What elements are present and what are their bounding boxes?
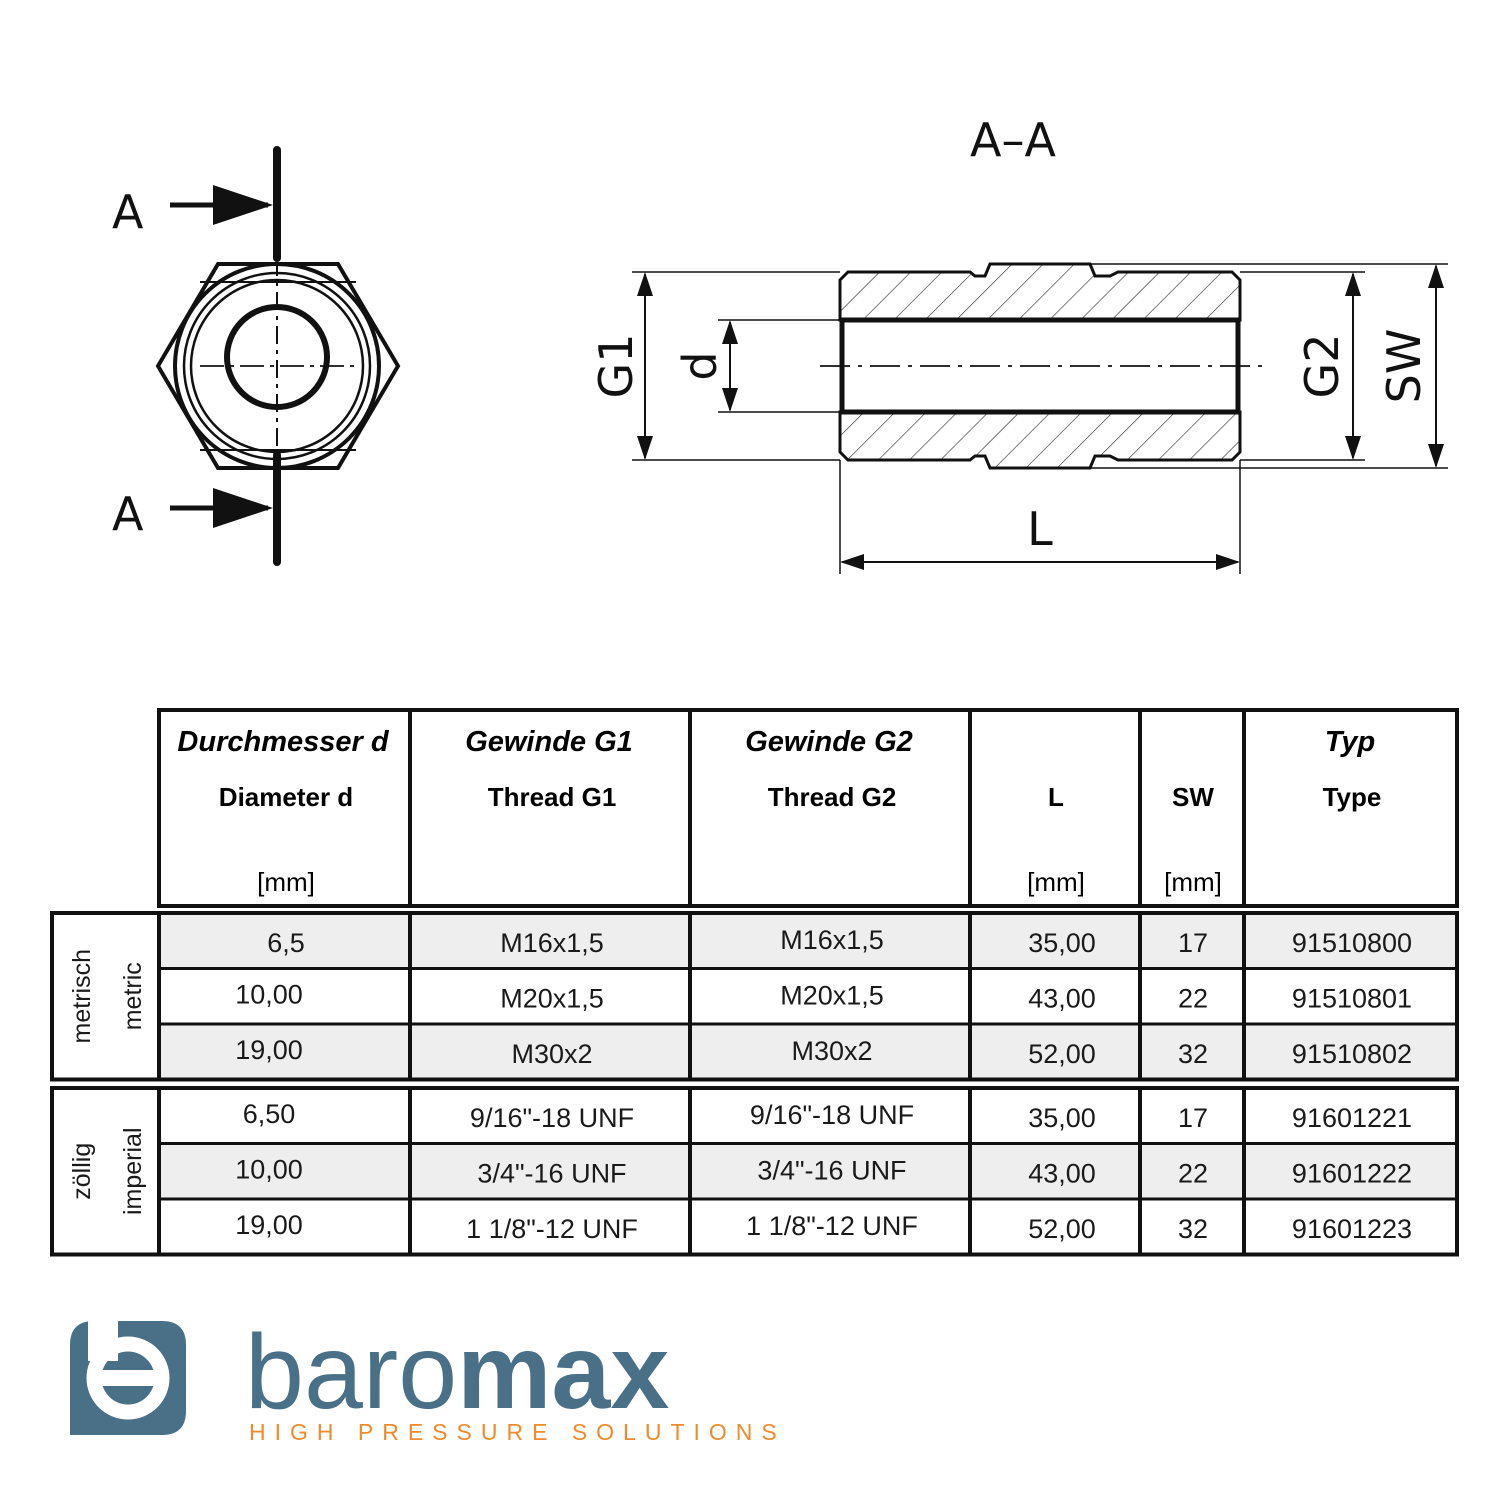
table-cell-d: 10,00 xyxy=(235,979,303,1010)
row-group xyxy=(52,913,1457,1080)
table-cell-type: 91601222 xyxy=(1291,1158,1413,1189)
table-cell-g1: M30x2 xyxy=(511,1039,593,1069)
table-cell-l: 43,00 xyxy=(1028,983,1096,1014)
table-cell-d: 19,00 xyxy=(235,1035,303,1065)
table-cell-sw: 17 xyxy=(1177,928,1209,958)
table-cell-g2: M30x2 xyxy=(791,1036,873,1066)
cut-label-top: A xyxy=(112,185,144,239)
header-g1-de: Gewinde G1 xyxy=(465,726,633,758)
group-label-en: metric xyxy=(119,962,147,1031)
table-cell-type: 91510802 xyxy=(1291,1039,1413,1069)
logo-tagline: HIGH PRESSURE SOLUTIONS xyxy=(249,1419,786,1445)
header-type-en: Type xyxy=(1322,782,1382,812)
header-g1-en: Thread G1 xyxy=(487,782,617,812)
dim-l-label: L xyxy=(1027,502,1053,556)
table-cell-g1: M16x1,5 xyxy=(500,928,604,958)
header-g2-en: Thread G2 xyxy=(767,782,897,812)
table-cell-d: 6,50 xyxy=(242,1099,296,1129)
table-cell-g2: 3/4"-16 UNF xyxy=(757,1155,907,1186)
header-diameter-unit: [mm] xyxy=(257,867,315,897)
table-cell-type: 91601223 xyxy=(1291,1214,1413,1244)
table-cell-type: 91510801 xyxy=(1291,983,1413,1014)
baromax-mark-icon xyxy=(70,1321,186,1435)
header-l-unit: [mm] xyxy=(1027,867,1085,897)
table-cell-g1: M20x1,5 xyxy=(500,983,604,1014)
table-cell-g2: M16x1,5 xyxy=(780,925,884,955)
table-cell-sw: 22 xyxy=(1177,1158,1209,1189)
table-cell-d: 19,00 xyxy=(235,1210,303,1240)
table-cell-l: 35,00 xyxy=(1028,928,1096,958)
section-title: A–A xyxy=(970,113,1056,167)
row-group xyxy=(52,1088,1457,1255)
header-diameter-en: Diameter d xyxy=(218,782,354,812)
table-cell-g1: 1 1/8"-12 UNF xyxy=(466,1214,638,1244)
bore-circle xyxy=(227,307,327,407)
header-sw-unit: [mm] xyxy=(1164,867,1222,897)
table-cell-sw: 32 xyxy=(1177,1214,1209,1244)
body-upper-hatch xyxy=(840,264,1240,320)
table-cell-d: 10,00 xyxy=(235,1154,303,1185)
table-cell-l: 52,00 xyxy=(1028,1214,1096,1244)
group-label-en: imperial xyxy=(119,1127,147,1216)
header-type-de: Typ xyxy=(1324,726,1376,758)
table-cell-l: 35,00 xyxy=(1028,1103,1096,1133)
table-cell-type: 91601221 xyxy=(1291,1103,1413,1133)
section-view xyxy=(589,113,1448,574)
group-label-de: zöllig xyxy=(68,1142,96,1200)
dim-sw-label: SW xyxy=(1377,328,1431,404)
table-cell-type: 91510800 xyxy=(1291,928,1413,958)
table-cell-sw: 22 xyxy=(1177,983,1209,1014)
dim-g2-label: G2 xyxy=(1295,333,1349,399)
table-cell-d: 6,5 xyxy=(267,928,305,958)
table-cell-g2: 9/16"-18 UNF xyxy=(749,1100,915,1130)
dim-g1-label: G1 xyxy=(589,333,643,399)
header-g2-de: Gewinde G2 xyxy=(745,726,913,758)
header-sw: SW xyxy=(1172,782,1214,812)
spec-table xyxy=(52,710,1457,1255)
table-cell-g1: 9/16"-18 UNF xyxy=(469,1103,635,1133)
table-cell-g2: M20x1,5 xyxy=(780,980,884,1011)
header-l: L xyxy=(1048,782,1064,812)
table-cell-l: 43,00 xyxy=(1028,1158,1096,1189)
table-cell-sw: 17 xyxy=(1177,1103,1209,1133)
table-cell-g2: 1 1/8"-12 UNF xyxy=(746,1211,918,1241)
body-lower-hatch xyxy=(840,412,1240,468)
group-label-de: metrisch xyxy=(68,949,96,1044)
table-cell-l: 52,00 xyxy=(1028,1039,1096,1069)
table-cell-g1: 3/4"-16 UNF xyxy=(477,1158,627,1189)
front-view xyxy=(112,150,398,562)
cut-label-bottom: A xyxy=(112,487,144,541)
table-cell-sw: 32 xyxy=(1177,1039,1209,1069)
logo-wordmark: baromax xyxy=(245,1313,670,1431)
baromax-logo xyxy=(70,1313,786,1445)
dim-d-label: d xyxy=(673,351,727,381)
header-diameter-de: Durchmesser d xyxy=(177,726,389,758)
